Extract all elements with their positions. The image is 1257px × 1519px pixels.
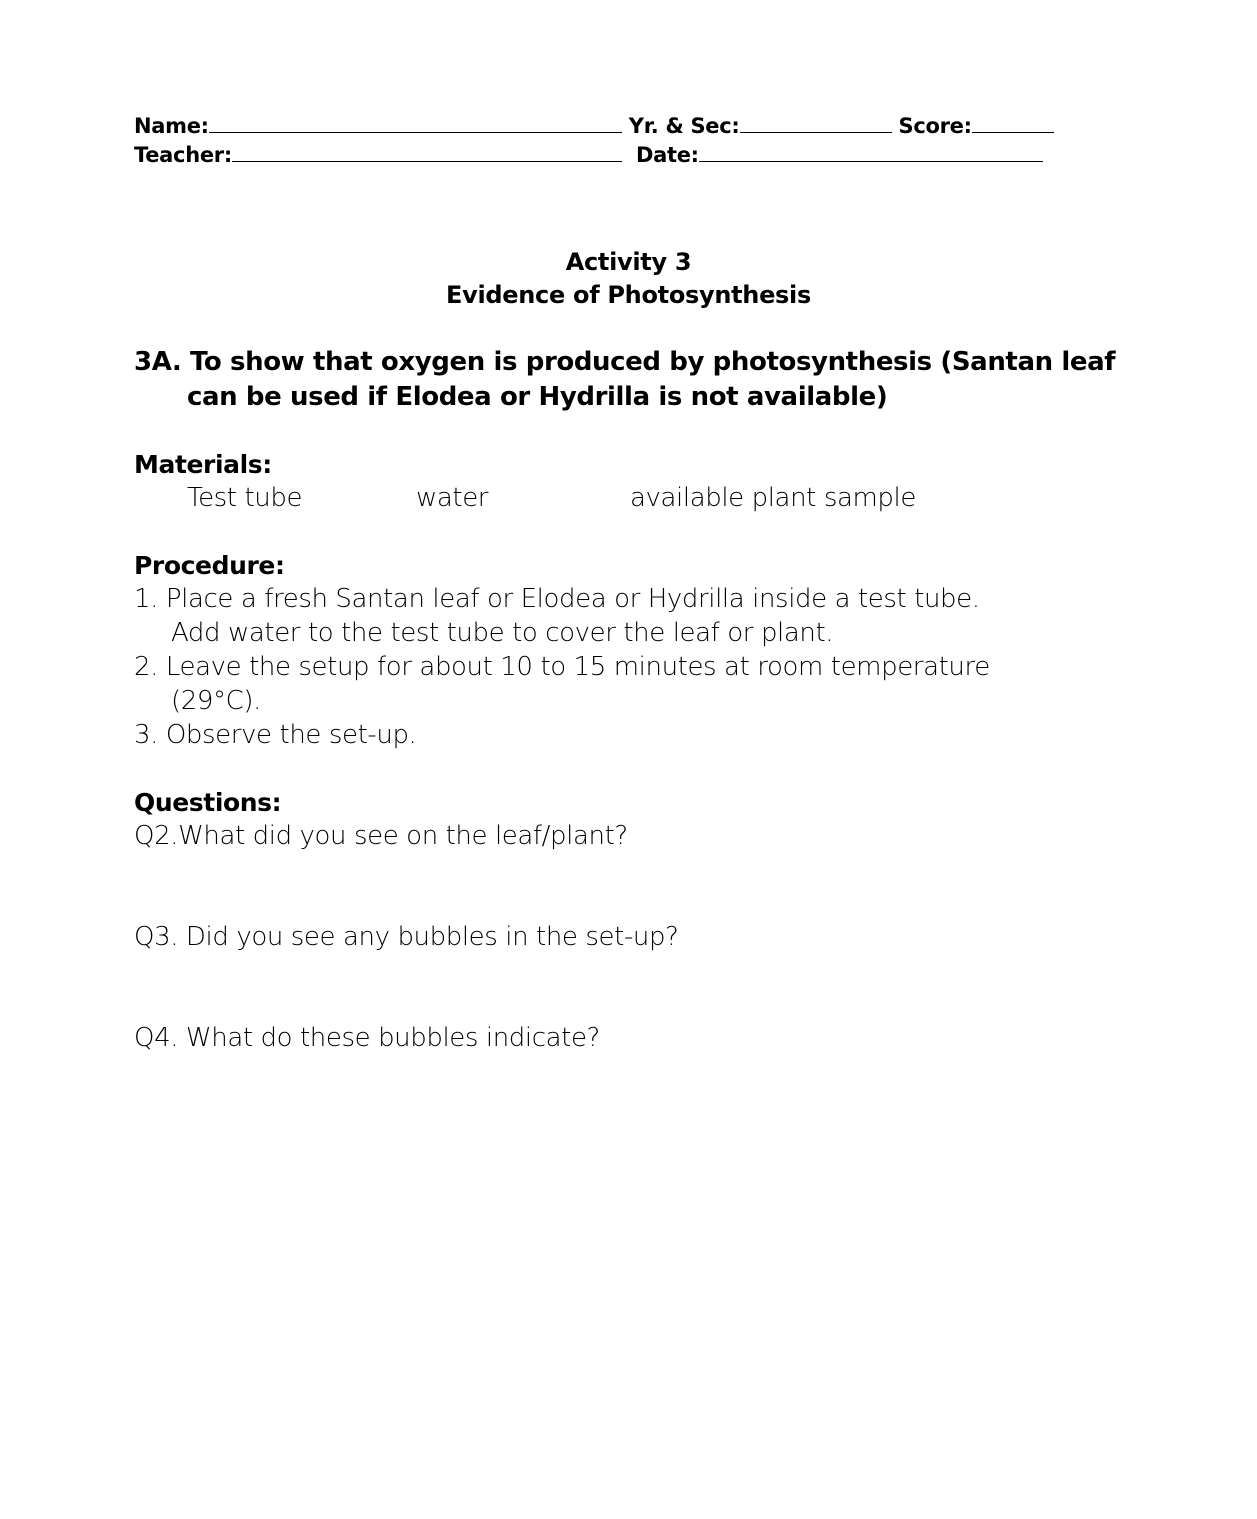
activity-title: Activity 3	[565, 248, 692, 276]
header-row-2	[134, 143, 1043, 167]
teacher-label: Teacher:	[134, 143, 232, 167]
question-q4: Q4. What do these bubbles indicate?	[134, 1023, 600, 1053]
material-item: Test tube	[187, 483, 303, 513]
activity-subtitle: Evidence of Photosynthesis	[446, 281, 811, 309]
question-q2: Q2.What did you see on the leaf/plant?	[134, 821, 628, 851]
name-label: Name:	[134, 114, 209, 138]
materials-heading: Materials:	[134, 450, 272, 479]
procedure-heading: Procedure:	[134, 551, 285, 580]
score-line[interactable]	[972, 114, 1054, 133]
teacher-line[interactable]	[232, 143, 622, 162]
name-line[interactable]	[209, 114, 622, 133]
procedure-step: 1. Place a fresh Santan leaf or Elodea or Hydrilla inside a test tube.	[134, 584, 980, 614]
yr-sec-line[interactable]	[740, 114, 892, 133]
header-row-1	[134, 114, 1054, 138]
material-item: water	[416, 483, 489, 513]
date-label: Date:	[635, 143, 699, 167]
section-heading-line2: can be used if Elodea or Hydrilla is not available)	[187, 382, 888, 412]
score-label: Score:	[898, 114, 972, 138]
questions-heading: Questions:	[134, 788, 282, 817]
procedure-step-continued: (29°C).	[171, 686, 261, 716]
procedure-step-continued: Add water to the test tube to cover the leaf or plant.	[171, 618, 834, 648]
section-heading-line1: 3A. To show that oxygen is produced by photosynthesis (Santan leaf	[134, 347, 1116, 377]
date-line[interactable]	[699, 143, 1043, 162]
procedure-step: 3. Observe the set-up.	[134, 720, 417, 750]
procedure-step: 2. Leave the setup for about 10 to 15 minutes at room temperature	[134, 652, 990, 682]
material-item: available plant sample	[630, 483, 916, 513]
question-q3: Q3. Did you see any bubbles in the set-up?	[134, 922, 679, 952]
yr-sec-label: Yr. & Sec:	[628, 114, 740, 138]
